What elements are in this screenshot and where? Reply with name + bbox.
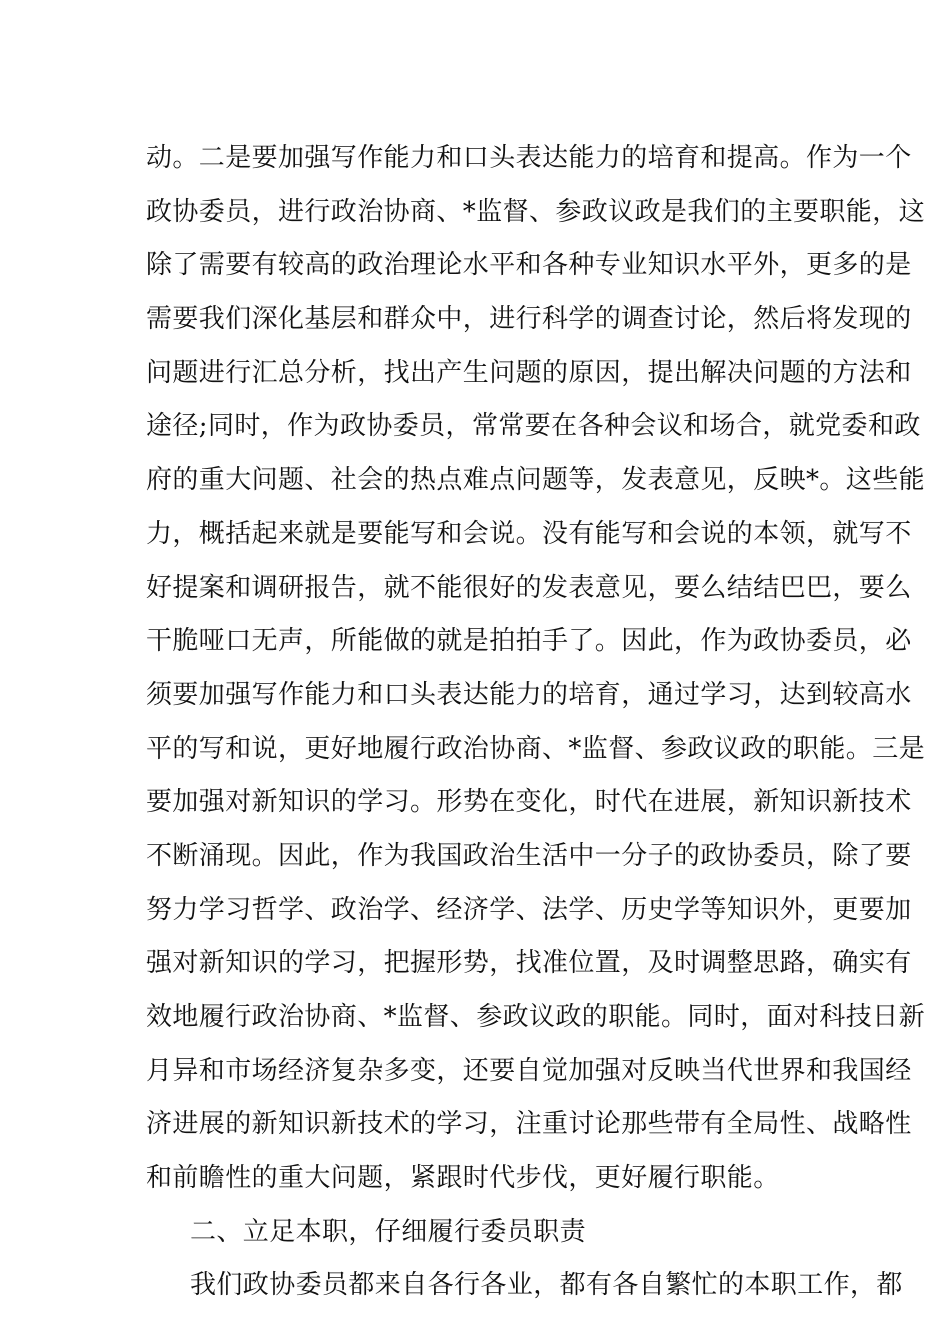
document-body: [146, 132, 926, 1313]
text-line: 需要我们深化基层和群众中，进行科学的调查讨论，然后将发现的: [146, 304, 912, 335]
text-line: 努力学习哲学、政治学、经济学、法学、历史学等知识外，更要加: [146, 894, 912, 925]
text-line: 途径;同时，作为政协委员，常常要在各种会议和场合，就党委和政: [146, 411, 921, 442]
text-line: 力，概括起来就是要能写和会说。没有能写和会说的本领，就写不: [146, 518, 912, 549]
text-line: 和前瞻性的重大问题，紧跟时代步伐，更好履行职能。: [146, 1163, 780, 1194]
text-line: 效地履行政治协商、*监督、参政议政的职能。同时，面对科技日新: [146, 1002, 926, 1032]
text-line: 须要加强写作能力和口头表达能力的培育，通过学习，达到较高水: [146, 679, 912, 710]
text-line: 平的写和说，更好地履行政治协商、*监督、参政议政的职能。三是: [146, 733, 926, 764]
text-line: 除了需要有较高的政治理论水平和各种专业知识水平外，更多的是: [146, 250, 912, 281]
text-line: 动。二是要加强写作能力和口头表达能力的培育和提高。作为一个: [146, 143, 912, 173]
text-line: 强对新知识的学习，把握形势，找准位置，及时调整思路，确实有: [146, 948, 912, 979]
section-heading: 二、立足本职，仔细履行委员职责: [190, 1216, 587, 1247]
text-line: 要加强对新知识的学习。形势在变化，时代在进展，新知识新技术: [146, 787, 912, 818]
text-line: 政协委员，进行政治协商、*监督、参政议政是我们的主要职能，这: [146, 196, 926, 227]
text-line: 好提案和调研报告，就不能很好的发表意见，要么结结巴巴，要么: [146, 572, 912, 603]
text-line: 济进展的新知识新技术的学习，注重讨论那些带有全局性、战略性: [146, 1109, 912, 1140]
text-line: 不断涌现。因此，作为我国政治生活中一分子的政协委员，除了要: [146, 840, 912, 871]
text-line: 月异和市场经济复杂多变，还要自觉加强对反映当代世界和我国经: [146, 1055, 912, 1086]
text-line: 我们政协委员都来自各行各业，都有各自繁忙的本职工作，都: [190, 1270, 903, 1301]
text-line: 问题进行汇总分析，找出产生问题的原因，提出解决问题的方法和: [146, 357, 912, 388]
text-line: 府的重大问题、社会的热点难点问题等，发表意见，反映*。这些能: [146, 465, 926, 496]
text-line: 干脆哑口无声，所能做的就是拍拍手了。因此，作为政协委员，必: [146, 626, 912, 657]
